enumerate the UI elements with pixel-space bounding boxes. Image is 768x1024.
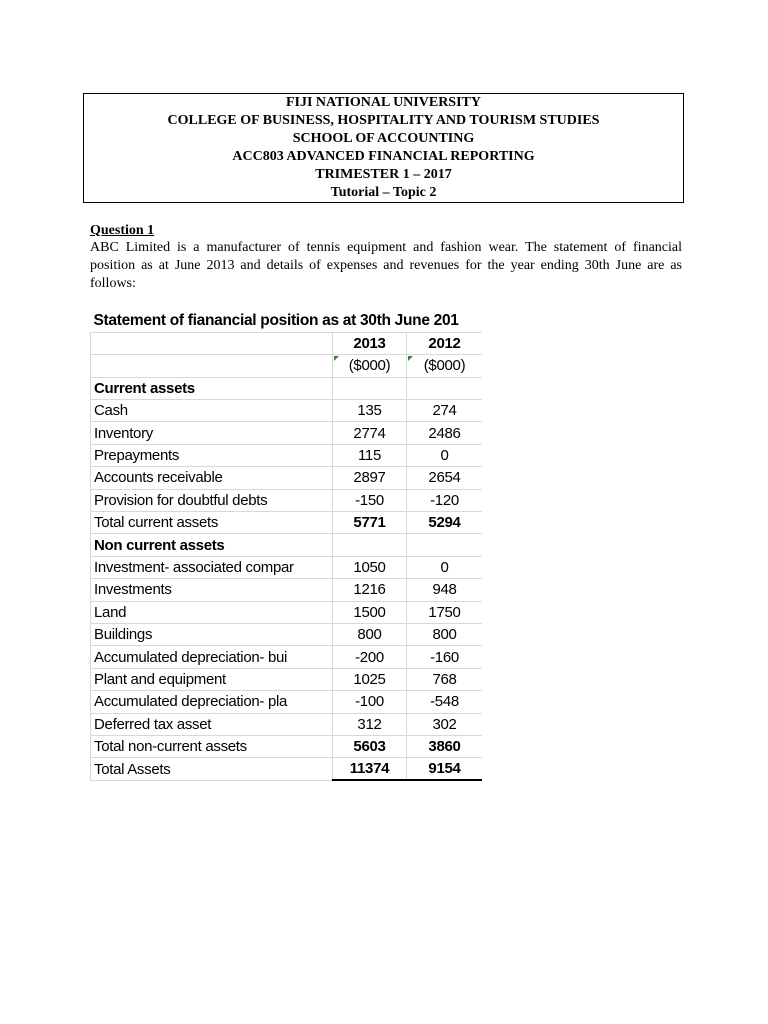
value-2013: -200 bbox=[333, 646, 407, 668]
row-label: Buildings bbox=[91, 623, 333, 645]
school-name: SCHOOL OF ACCOUNTING bbox=[292, 131, 475, 146]
table-row bbox=[91, 400, 483, 422]
row-label: Investments bbox=[91, 579, 333, 601]
question-title: Question 1 bbox=[90, 223, 155, 238]
value-2012: 5294 bbox=[407, 512, 483, 534]
row-label: Deferred tax asset bbox=[91, 713, 333, 735]
table-row bbox=[91, 579, 483, 601]
row-label: Inventory bbox=[91, 422, 333, 444]
value-2013: 2774 bbox=[333, 422, 407, 444]
value-2012: 3860 bbox=[407, 735, 483, 757]
value-2013: 1500 bbox=[333, 601, 407, 623]
row-label: Accumulated depreciation- bui bbox=[91, 646, 333, 668]
course-title: ACC803 ADVANCED FINANCIAL REPORTING bbox=[232, 149, 535, 164]
tutorial-topic: Tutorial – Topic 2 bbox=[330, 185, 437, 200]
value-2012: 948 bbox=[407, 579, 483, 601]
value-2013: 11374 bbox=[333, 758, 407, 780]
value-2013: 312 bbox=[333, 713, 407, 735]
value-2013: 1025 bbox=[333, 668, 407, 690]
table-row bbox=[91, 623, 483, 645]
table-row bbox=[91, 758, 483, 780]
value-2012: -160 bbox=[407, 646, 483, 668]
college-name: COLLEGE OF BUSINESS, HOSPITALITY AND TOURISM STUDIES bbox=[167, 113, 600, 128]
row-label: Investment- associated compar bbox=[91, 556, 333, 578]
table-row bbox=[91, 534, 483, 556]
row-label: Cash bbox=[91, 400, 333, 422]
row-label: Non current assets bbox=[91, 534, 333, 556]
row-label: Total Assets bbox=[91, 758, 333, 780]
value-2012: 1750 bbox=[407, 601, 483, 623]
value-2012: 0 bbox=[407, 556, 483, 578]
value-2012: 2486 bbox=[407, 422, 483, 444]
value-2013: 135 bbox=[333, 400, 407, 422]
table-row bbox=[91, 646, 483, 668]
value-2013: 115 bbox=[333, 444, 407, 466]
value-2012: 9154 bbox=[407, 758, 483, 780]
row-label: Prepayments bbox=[91, 444, 333, 466]
row-label: Accumulated depreciation- pla bbox=[91, 691, 333, 713]
financial-position-table bbox=[90, 310, 482, 782]
unit-2012: ($000) bbox=[407, 355, 483, 377]
value-2013: 800 bbox=[333, 623, 407, 645]
value-2012: 302 bbox=[407, 713, 483, 735]
row-label: Plant and equipment bbox=[91, 668, 333, 690]
value-2013: 1216 bbox=[333, 579, 407, 601]
col-header-2012: 2012 bbox=[407, 332, 483, 354]
question-text: ABC Limited is a manufacturer of tennis equipment and fashion wear. The statement of financial position as at June 2013 and details of expenses and revenues for the year ending 30th June are as follows: bbox=[90, 240, 682, 291]
value-2012: 0 bbox=[407, 444, 483, 466]
value-2012: 768 bbox=[407, 668, 483, 690]
row-label: Provision for doubtful debts bbox=[91, 489, 333, 511]
table-row bbox=[91, 422, 483, 444]
value-2012: -548 bbox=[407, 691, 483, 713]
table-title: Statement of fianancial position as at 30th June 201 bbox=[91, 310, 483, 332]
table-row bbox=[91, 735, 483, 757]
table-row bbox=[91, 691, 483, 713]
row-label: Current assets bbox=[91, 377, 333, 399]
row-label: Land bbox=[91, 601, 333, 623]
table-row bbox=[91, 377, 483, 399]
col-header-2013: 2013 bbox=[333, 332, 407, 354]
table-row bbox=[91, 556, 483, 578]
university-name: FIJI NATIONAL UNIVERSITY bbox=[285, 95, 481, 110]
trimester: TRIMESTER 1 – 2017 bbox=[315, 167, 452, 182]
value-2012: 800 bbox=[407, 623, 483, 645]
value-2012: 274 bbox=[407, 400, 483, 422]
unit-2013: ($000) bbox=[333, 355, 407, 377]
course-header-box bbox=[83, 93, 684, 203]
value-2013: 5771 bbox=[333, 512, 407, 534]
table-row bbox=[91, 467, 483, 489]
table-row bbox=[91, 713, 483, 735]
row-label: Total non-current assets bbox=[91, 735, 333, 757]
value-2013: -150 bbox=[333, 489, 407, 511]
table-row bbox=[91, 601, 483, 623]
table-row bbox=[91, 512, 483, 534]
row-label: Accounts receivable bbox=[91, 467, 333, 489]
table-row bbox=[91, 444, 483, 466]
value-2013: 5603 bbox=[333, 735, 407, 757]
value-2013: 2897 bbox=[333, 467, 407, 489]
value-2013: -100 bbox=[333, 691, 407, 713]
value-2012: -120 bbox=[407, 489, 483, 511]
value-2012: 2654 bbox=[407, 467, 483, 489]
value-2013: 1050 bbox=[333, 556, 407, 578]
table-row bbox=[91, 668, 483, 690]
table-row bbox=[91, 489, 483, 511]
row-label: Total current assets bbox=[91, 512, 333, 534]
